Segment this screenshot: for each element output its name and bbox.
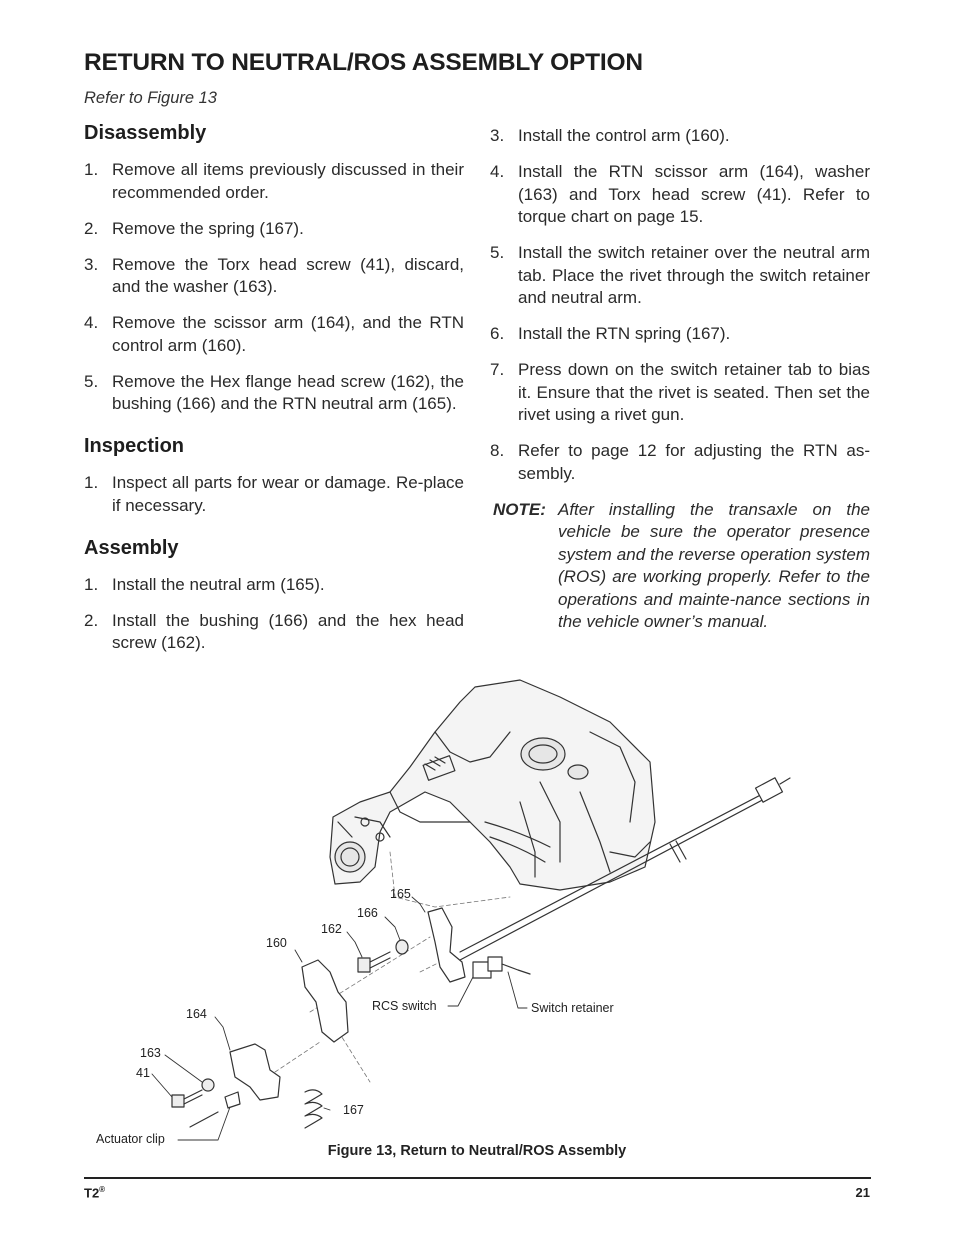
assembly-heading: Assembly bbox=[84, 536, 179, 559]
list-item bbox=[84, 159, 464, 204]
inspection-heading: Inspection bbox=[84, 435, 185, 457]
step-text: Refer to page 12 for adjusting the RTN as-sembly. bbox=[518, 441, 870, 483]
hex-screw-162 bbox=[358, 952, 390, 972]
list-item bbox=[490, 125, 870, 148]
step-number: 1. bbox=[84, 574, 99, 594]
step-text: Inspect all parts for wear or damage. Re-place if necessary. bbox=[112, 473, 464, 515]
step-text: Remove the Torx head screw (41), discard, and the washer (163). bbox=[112, 254, 464, 296]
left-column bbox=[84, 122, 464, 668]
spring-167 bbox=[305, 1090, 322, 1128]
bushing-166 bbox=[396, 940, 408, 954]
callout-switch-retainer: Switch retainer bbox=[531, 1001, 614, 1015]
exploded-assembly-figure bbox=[90, 672, 810, 1162]
step-number: 3. bbox=[490, 126, 505, 145]
step-number: 8. bbox=[490, 441, 505, 460]
list-item bbox=[490, 323, 870, 346]
callout-165: 165 bbox=[390, 887, 411, 901]
step-text: Remove the Hex flange head screw (162), the bushing (166) and the RTN neutral arm (165). bbox=[112, 371, 464, 413]
list-item bbox=[84, 218, 464, 241]
callout-160: 160 bbox=[266, 936, 287, 950]
step-number: 3. bbox=[84, 254, 99, 274]
footer-divider bbox=[84, 1177, 871, 1179]
step-text: Install the RTN scissor arm (164), washer (163) and Torx head screw (41). Refer to torque chart on page 15. bbox=[518, 162, 870, 226]
assembly-steps-left bbox=[84, 574, 464, 655]
footer-brand bbox=[84, 1185, 105, 1200]
step-number: 6. bbox=[490, 324, 505, 343]
list-item bbox=[84, 371, 464, 416]
washer-163 bbox=[202, 1079, 214, 1091]
brand-name: T2 bbox=[84, 1185, 100, 1201]
transaxle-housing bbox=[330, 680, 655, 890]
step-text: Install the control arm (160). bbox=[518, 126, 730, 145]
figure-reference: Refer to Figure 13 bbox=[84, 89, 217, 107]
step-text: Install the RTN spring (167). bbox=[518, 324, 731, 343]
callout-rcs-switch: RCS switch bbox=[372, 999, 437, 1013]
callout-162: 162 bbox=[321, 922, 342, 936]
note-block bbox=[490, 499, 870, 634]
step-text: Install the bushing (166) and the hex head screw (162). bbox=[112, 610, 464, 652]
step-number: 7. bbox=[490, 360, 505, 379]
transaxle-exploded-drawing bbox=[90, 672, 810, 1162]
step-number: 2. bbox=[84, 610, 99, 630]
step-number: 1. bbox=[84, 160, 99, 179]
registered-mark: ® bbox=[99, 1185, 106, 1194]
disassembly-steps bbox=[84, 159, 464, 416]
callout-41: 41 bbox=[136, 1066, 150, 1080]
control-arm-160 bbox=[302, 960, 348, 1042]
callout-166: 166 bbox=[357, 906, 378, 920]
page-title: RETURN TO NEUTRAL/ROS ASSEMBLY OPTION bbox=[84, 49, 643, 76]
callout-163: 163 bbox=[140, 1046, 161, 1060]
right-column bbox=[490, 125, 870, 634]
disassembly-heading: Disassembly bbox=[84, 122, 207, 144]
step-text: Remove all items previously discussed in their recommended order. bbox=[112, 160, 464, 202]
list-item bbox=[490, 161, 870, 229]
step-number: 4. bbox=[490, 162, 505, 181]
note-text: After installing the transaxle on the vehicle be sure the operator presence system and the reverse operation system (ROS) are working properly. Refer to the operations and mainte-nance sections in the vehicle owner’s manual. bbox=[558, 499, 870, 631]
step-text: Press down on the switch retainer tab to bias it. Ensure that the rivet is seated. Then set the rivet using a rivet gun. bbox=[518, 360, 870, 424]
list-item bbox=[490, 440, 870, 485]
step-number: 5. bbox=[490, 243, 505, 262]
figure-caption: Figure 13, Return to Neutral/ROS Assembly bbox=[327, 1143, 627, 1159]
inspection-steps bbox=[84, 472, 464, 517]
callout-164: 164 bbox=[186, 1007, 207, 1021]
step-text: Install the neutral arm (165). bbox=[112, 574, 325, 594]
page-number: 21 bbox=[855, 1185, 870, 1200]
step-number: 4. bbox=[84, 313, 99, 332]
step-number: 1. bbox=[84, 473, 99, 492]
assembly-steps-right bbox=[490, 125, 870, 485]
step-number: 2. bbox=[84, 218, 99, 238]
torx-screw-41 bbox=[172, 1090, 202, 1107]
step-number: 5. bbox=[84, 371, 99, 391]
list-item bbox=[84, 574, 464, 597]
step-text: Remove the spring (167). bbox=[112, 218, 304, 238]
note-label: NOTE: bbox=[493, 499, 546, 519]
step-text: Remove the scissor arm (164), and the RTN control arm (160). bbox=[112, 313, 464, 355]
rcs-switch-drawing bbox=[473, 957, 530, 978]
list-item bbox=[84, 254, 464, 299]
list-item bbox=[84, 312, 464, 357]
step-text: Install the switch retainer over the neutral arm tab. Place the rivet through the switch retainer and neutral arm. bbox=[518, 243, 870, 307]
callout-actuator-clip: Actuator clip bbox=[96, 1132, 165, 1146]
list-item bbox=[84, 610, 464, 655]
neutral-arm-165 bbox=[428, 908, 465, 982]
list-item bbox=[490, 359, 870, 427]
callout-167: 167 bbox=[343, 1103, 364, 1117]
list-item bbox=[84, 472, 464, 517]
list-item bbox=[490, 242, 870, 310]
